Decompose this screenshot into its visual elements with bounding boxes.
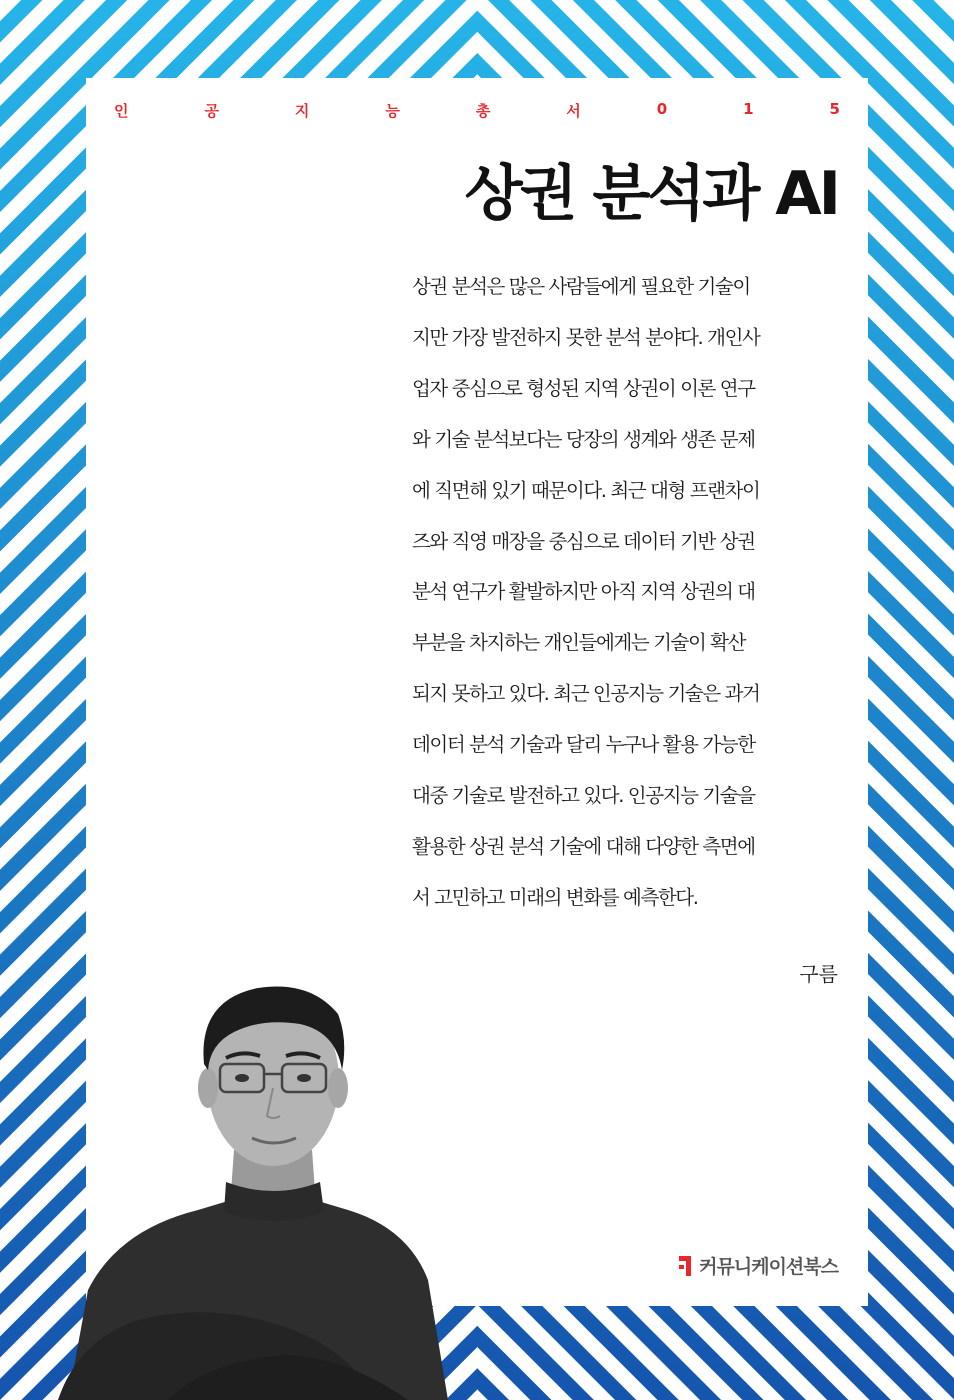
description-line: 부분을 차지하는 개인들에게는 기술이 확산	[412, 631, 746, 655]
publisher-logo-icon	[677, 1254, 693, 1278]
book-description	[412, 262, 838, 924]
description-line: 즈와 직영 매장을 중심으로 데이터 기반 상권	[412, 529, 755, 553]
series-char: 지	[294, 102, 310, 120]
series-char: 인	[114, 102, 129, 120]
description-line: 에 직면해 있기 때문이다. 최근 대형 프랜차이	[412, 478, 760, 502]
series-char: 능	[385, 102, 400, 120]
description-line: 상권 분석은 많은 사람들에게 필요한 기술이	[412, 275, 750, 298]
description-line: 와 기술 분석보다는 당장의 생계와 생존 문제	[412, 427, 755, 451]
description-line: 되지 못하고 있다. 최근 인공지능 기술은 과거	[412, 682, 760, 706]
author-portrait	[48, 960, 448, 1400]
description-line: 데이터 분석 기술과 달리 누구나 활용 가능한	[412, 733, 755, 757]
publisher-logo	[677, 1252, 838, 1279]
description-line: 활용한 상권 분석 기술에 대해 다양한 측면에	[412, 834, 755, 858]
description-line: 지만 가장 발전하지 못한 분석 분야다. 개인사	[412, 325, 760, 349]
description-line: 분석 연구가 활발하지만 아직 지역 상권의 대	[412, 580, 755, 604]
author-name: 구름	[799, 962, 838, 986]
series-char: 5	[829, 100, 840, 118]
series-char: 서	[566, 102, 581, 120]
series-char: 총	[475, 102, 491, 120]
book-title: 상권 분석과 AI	[464, 159, 838, 229]
series-char: 0	[656, 100, 668, 118]
description-line: 업자 중심으로 형성된 지역 상권이 이론 연구	[412, 376, 755, 400]
series-char: 공	[204, 102, 219, 120]
series-char: 1	[743, 100, 754, 118]
series-label	[114, 100, 840, 121]
description-line: 서 고민하고 미래의 변화를 예측한다.	[412, 885, 698, 909]
publisher-name: 커뮤니케이션북스	[699, 1256, 838, 1278]
description-line: 대중 기술로 발전하고 있다. 인공지능 기술을	[412, 784, 755, 808]
